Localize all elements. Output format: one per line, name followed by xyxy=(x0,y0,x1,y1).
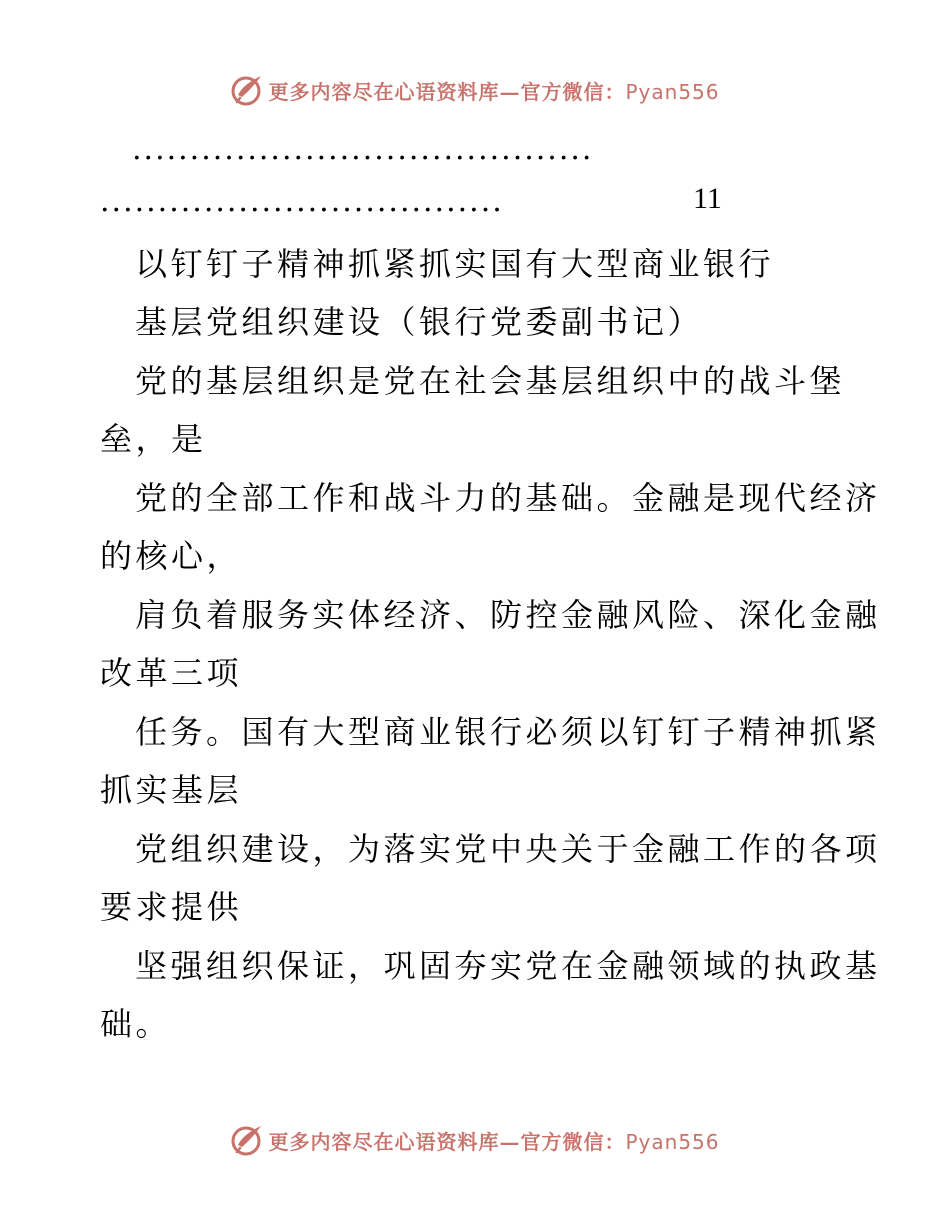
body-text-line: 党的基层组织是党在社会基层组织中的战斗堡 xyxy=(135,362,846,400)
body-text-line: 抓实基层 xyxy=(100,771,243,809)
body-text-line: 肩负着服务实体经济、防控金融风险、深化金融 xyxy=(135,596,881,634)
toc-page-number: 11 xyxy=(693,182,722,215)
article-title-line-2: 基层党组织建设（银行党委副书记） xyxy=(135,303,704,341)
body-text-line: 任务。国有大型商业银行必须以钉钉子精神抓紧 xyxy=(135,713,881,751)
watermark-wechat-id: Pyan556 xyxy=(625,79,720,104)
body-text-line: 础。 xyxy=(100,1005,172,1043)
body-text-line: 的核心， xyxy=(100,537,243,575)
watermark-wechat-id: Pyan556 xyxy=(625,1129,720,1154)
header-watermark xyxy=(0,68,950,112)
article-title-line-1: 以钉钉子精神抓紧抓实国有大型商业银行 xyxy=(135,245,775,283)
body-text-line: 垒，是 xyxy=(100,420,207,458)
body-text-line: 坚强组织保证，巩固夯实党在金融领域的执政基 xyxy=(135,947,881,985)
watermark-text xyxy=(268,76,719,105)
footer-watermark xyxy=(0,1118,950,1162)
body-text-line: 要求提供 xyxy=(100,888,243,926)
quill-pen-logo-icon xyxy=(230,1123,264,1157)
body-text-line: 党的全部工作和战斗力的基础。金融是现代经济 xyxy=(135,479,881,517)
toc-leader-dots: ........................................ xyxy=(132,132,594,167)
quill-pen-logo-icon xyxy=(230,73,264,107)
watermark-text-cn: 更多内容尽在心语资料库—官方微信： xyxy=(268,79,626,104)
toc-leader-dots: ................................... xyxy=(100,184,504,219)
body-text-line: 党组织建设，为落实党中央关于金融工作的各项 xyxy=(135,830,881,868)
body-text-line: 改革三项 xyxy=(100,654,243,692)
watermark-text-cn: 更多内容尽在心语资料库—官方微信： xyxy=(268,1129,626,1154)
watermark-text xyxy=(268,1126,719,1155)
